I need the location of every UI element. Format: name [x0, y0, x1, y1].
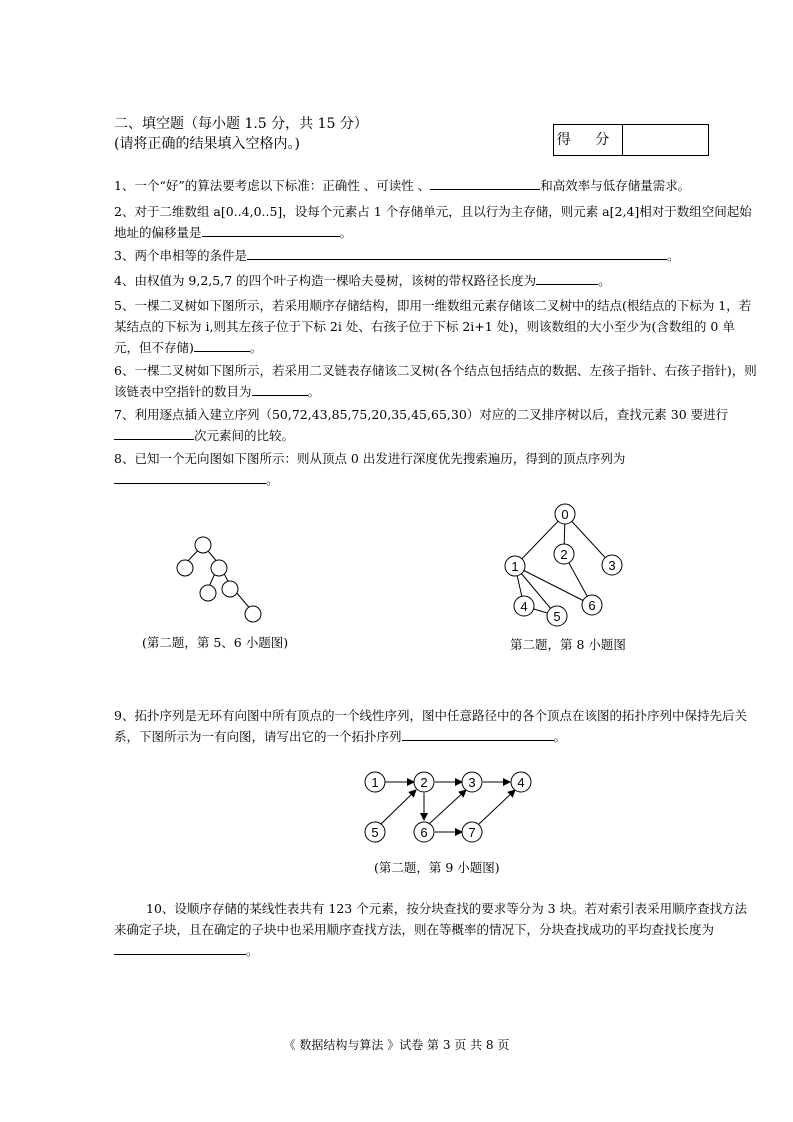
answer-blank-3[interactable]	[247, 246, 667, 260]
directed-graph-diagram	[355, 765, 545, 851]
graph9-caption: (第二题，第 9 小题图)	[374, 860, 500, 875]
question-6-tail: 。	[307, 384, 321, 399]
question-5-text: 5、一棵二叉树如下图所示，若采用顺序存储结构，即用一维数组元素存储该二叉树中的结点(根结点的下标为 1，若某结点的下标为 i,则其左孩子位于下标 2i 处、右孩子位于下标 2i+1 处)，则该数组的大小至少为(含数组的 0 单元，但不存储)	[114, 298, 752, 355]
graph8-node-5-label: 5	[553, 609, 561, 624]
answer-blank-10[interactable]	[114, 941, 246, 955]
question-6	[114, 360, 758, 402]
question-2	[114, 201, 758, 243]
graph9-edge-5-2	[381, 790, 416, 824]
tree-node	[177, 560, 193, 576]
question-7-text: 7、利用逐点插入建立序列（50,72,43,85,75,20,35,45,65,30）对应的二叉排序树以后，查找元素 30 要进行	[114, 407, 729, 422]
tree-caption: (第二题，第 5、6 小题图)	[142, 635, 289, 650]
question-7	[114, 404, 758, 446]
question-1	[114, 175, 758, 196]
question-3-tail: 。	[666, 248, 680, 263]
question-2-tail: 。	[339, 225, 353, 240]
tree-node	[200, 585, 216, 601]
graph9-node-6-label: 6	[420, 825, 428, 840]
question-4	[114, 270, 758, 291]
question-3	[114, 245, 758, 266]
question-9-text: 9、拓扑序列是无环有向图中所有顶点的一个线性序列，图中任意路径中的各个顶点在该图的拓扑序列中保持先后关系，下图所示为一有向图，请写出它的一个拓扑序列	[114, 708, 747, 744]
graph8-caption: 第二题，第 8 小题图	[510, 637, 626, 652]
tree-node	[222, 581, 238, 597]
question-1-tail: 和高效率与低存储量需求。	[540, 178, 691, 193]
question-7-tail: 次元素间的比较。	[194, 428, 295, 443]
answer-blank-1[interactable]	[430, 176, 540, 190]
graph9-node-3-label: 3	[468, 775, 476, 790]
answer-blank-5[interactable]	[194, 338, 250, 352]
graph8-node-0-label: 0	[561, 507, 569, 522]
graph9-node-2-label: 2	[420, 775, 428, 790]
question-2-text: 2、对于二维数组 a[0..4,0..5]，设每个元素占 1 个存储单元，且以行为主存储，则元素 a[2,4]相对于数组空间起始地址的偏移量是	[114, 204, 752, 240]
question-10	[114, 898, 758, 961]
graph9-node-5-label: 5	[371, 825, 379, 840]
tree-node	[211, 560, 227, 576]
question-4-text: 4、由权值为 9,2,5,7 的四个叶子构造一棵哈夫曼树，该树的带权路径长度为	[114, 273, 537, 288]
graph9-node-4-label: 4	[517, 775, 525, 790]
answer-blank-2[interactable]	[202, 223, 340, 237]
answer-blank-6[interactable]	[252, 382, 308, 396]
question-9	[114, 705, 758, 747]
question-9-tail: 。	[553, 729, 567, 744]
page-footer: 《 数据结构与算法 》试卷 第 3 页 共 8 页	[283, 1038, 510, 1052]
question-8-text: 8、已知一个无向图如下图所示：则从顶点 0 出发进行深度优先搜索遍历，得到的顶点序列为	[114, 451, 626, 466]
graph9-node-7-label: 7	[468, 825, 476, 840]
question-1-text: 1、一个“好”的算法要考虑以下标准：正确性 、可读性 、	[114, 178, 431, 193]
graph8-node-6-label: 6	[588, 598, 596, 613]
answer-blank-7[interactable]	[114, 426, 194, 440]
question-10-text: 10、设顺序存储的某线性表共有 123 个元素，按分块查找的要求等分为 3 块。若对索引表采用顺序查找方法来确定子块，且在确定的子块中也采用顺序查找方法，则在等概率的情况下，分块查找成功的平均查找长度为	[114, 901, 748, 937]
question-8-tail: 。	[266, 472, 279, 487]
question-4-tail: 。	[598, 273, 611, 288]
answer-blank-8[interactable]	[114, 470, 266, 484]
question-6-text: 6、一棵二叉树如下图所示，若采用二叉链表存储该二叉树(各个结点包括结点的数据、左孩子指针、右孩子指针)，则该链表中空指针的数目为	[114, 363, 757, 399]
binary-tree-diagram	[160, 530, 280, 630]
tree-node	[245, 606, 261, 622]
graph8-node-4-label: 4	[520, 599, 528, 614]
question-5-tail: 。	[249, 340, 263, 355]
tree-node	[195, 537, 211, 553]
question-10-tail: 。	[246, 943, 259, 958]
undirected-graph-diagram	[495, 498, 635, 630]
score-value-cell[interactable]	[623, 125, 708, 155]
graph9-node-1-label: 1	[371, 775, 379, 790]
score-box	[553, 124, 709, 156]
score-label: 得 分	[554, 125, 623, 155]
graph9-edge-7-4	[479, 790, 515, 824]
section-instruction: (请将正确的结果填入空格内。)	[114, 136, 300, 152]
question-5	[114, 295, 758, 358]
question-3-text: 3、两个串相等的条件是	[114, 248, 247, 263]
graph8-node-1-label: 1	[511, 559, 519, 574]
graph9-edge-6-3	[429, 790, 466, 824]
question-8	[114, 448, 758, 490]
graph8-node-3-label: 3	[608, 558, 616, 573]
answer-blank-9[interactable]	[402, 727, 554, 741]
graph8-node-2-label: 2	[560, 547, 568, 562]
section-title: 二、填空题（每小题 1.5 分，共 15 分）	[114, 116, 368, 132]
answer-blank-4[interactable]	[536, 271, 598, 285]
